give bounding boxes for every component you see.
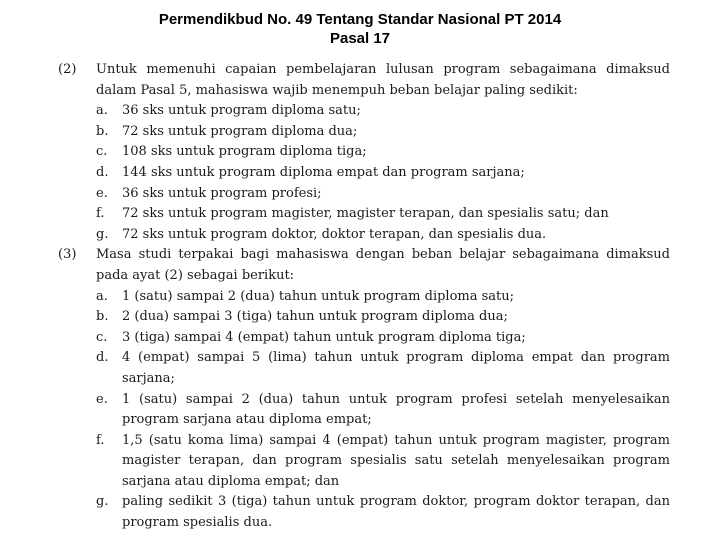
item-text: 2 (dua) sampai 3 (tiga) tahun untuk program diploma dua; bbox=[122, 309, 508, 325]
section-number: (2) bbox=[58, 62, 77, 77]
list-item bbox=[96, 204, 670, 225]
item-text: 72 sks untuk program diploma dua; bbox=[122, 123, 358, 139]
section-3 bbox=[58, 245, 670, 533]
item-letter: a. bbox=[96, 288, 108, 304]
section-intro: Untuk memenuhi capaian pembelajaran lulusan program sebagaimana dimaksud dalam Pasal 5, mahasiswa wajib menempuh beban belajar paling sedikit: bbox=[96, 62, 670, 98]
item-letter: d. bbox=[96, 164, 109, 180]
list-item bbox=[96, 307, 670, 328]
item-text: 36 sks untuk program diploma satu; bbox=[122, 103, 361, 119]
section-2 bbox=[58, 60, 670, 245]
list-item bbox=[96, 122, 670, 143]
item-letter: g. bbox=[96, 226, 109, 242]
item-text: 144 sks untuk program diploma empat dan program sarjana; bbox=[122, 164, 525, 180]
article-title: Pasal 17 bbox=[329, 30, 391, 47]
item-letter: b. bbox=[96, 123, 109, 139]
item-letter: f. bbox=[96, 206, 105, 222]
list-item bbox=[96, 142, 670, 163]
list-item bbox=[96, 287, 670, 308]
list-item bbox=[96, 101, 670, 122]
item-letter: e. bbox=[96, 185, 108, 201]
section-number: (3) bbox=[58, 247, 77, 263]
list-item bbox=[96, 184, 670, 205]
item-letter: d. bbox=[96, 350, 109, 366]
regulation-text bbox=[58, 60, 670, 534]
item-text: 1 (satu) sampai 2 (dua) tahun untuk program profesi setelah menyelesaikan program sarjana atau diploma empat; bbox=[122, 391, 670, 428]
item-text: 36 sks untuk program profesi; bbox=[122, 185, 322, 201]
slide-header bbox=[0, 10, 720, 48]
item-text: 1 (satu) sampai 2 (dua) tahun untuk program diploma satu; bbox=[122, 288, 515, 304]
item-text: 72 sks untuk program magister, magister terapan, dan spesialis satu; dan bbox=[122, 206, 609, 222]
item-text: 3 (tiga) sampai 4 (empat) tahun untuk program diploma tiga; bbox=[122, 329, 526, 345]
item-letter: c. bbox=[96, 144, 108, 160]
list-item bbox=[96, 431, 670, 493]
item-letter: g. bbox=[96, 494, 109, 510]
item-text: paling sedikit 3 (tiga) tahun untuk program doktor, program doktor terapan, dan program spesialis dua. bbox=[122, 494, 670, 531]
item-text: 108 sks untuk program diploma tiga; bbox=[122, 144, 367, 160]
list-item bbox=[96, 492, 670, 533]
item-text: 4 (empat) sampai 5 (lima) tahun untuk program diploma empat dan program sarjana; bbox=[122, 350, 670, 386]
list-item bbox=[96, 163, 670, 184]
list-item bbox=[96, 328, 670, 349]
item-text: 72 sks untuk program doktor, doktor terapan, dan spesialis dua. bbox=[122, 226, 547, 242]
section-intro: Masa studi terpakai bagi mahasiswa dengan beban belajar sebagaimana dimaksud pada ayat (2) sebagai berikut: bbox=[96, 247, 670, 283]
item-letter: f. bbox=[96, 432, 105, 448]
item-letter: c. bbox=[96, 329, 108, 345]
item-text: 1,5 (satu koma lima) sampai 4 (empat) tahun untuk program magister, program magister terapan, dan program spesialis satu setelah menyelesaikan program sarjana atau diploma empat; dan bbox=[122, 432, 670, 489]
list-item bbox=[96, 348, 670, 389]
section-body bbox=[96, 60, 670, 245]
item-letter: e. bbox=[96, 391, 108, 407]
list-item bbox=[96, 225, 670, 246]
slide-title: Permendikbud No. 49 Tentang Standar Nasional PT 2014 bbox=[158, 11, 562, 28]
section-body bbox=[96, 245, 670, 533]
item-letter: b. bbox=[96, 309, 109, 325]
list-item bbox=[96, 390, 670, 431]
item-letter: a. bbox=[96, 103, 108, 119]
